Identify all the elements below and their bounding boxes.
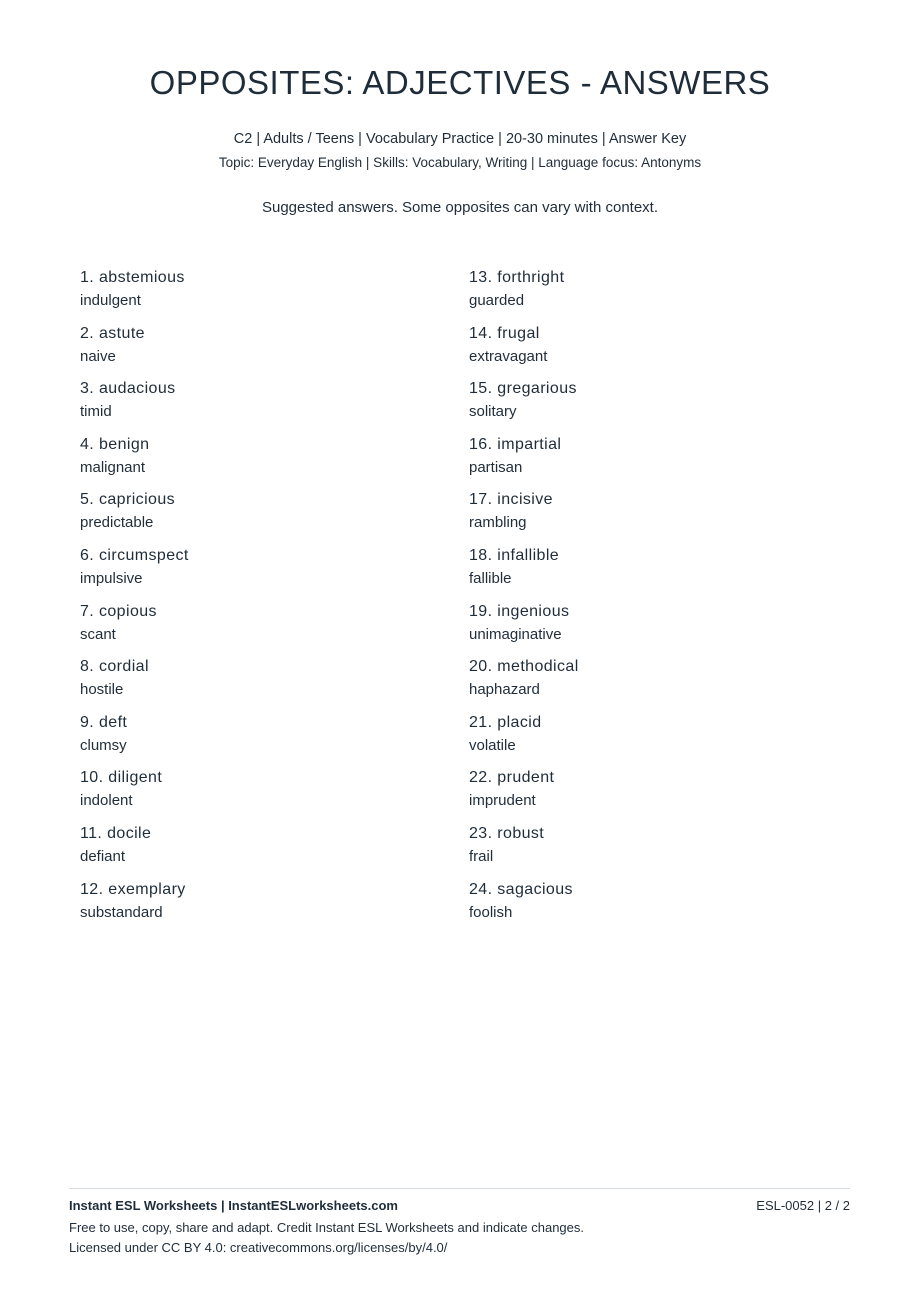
answer-item <box>80 324 460 380</box>
answer-item <box>469 324 849 380</box>
answer-word: 18. infallible <box>469 546 560 564</box>
answer-word: 10. diligent <box>80 769 163 787</box>
answer-word: 15. gregarious <box>469 380 577 398</box>
answer-word: 14. frugal <box>469 324 540 342</box>
answer-word: 1. abstemious <box>80 269 185 286</box>
answer-opposite: frail <box>469 847 494 865</box>
answer-item <box>80 268 460 324</box>
answer-word: 6. circumspect <box>80 546 189 564</box>
answer-opposite: indolent <box>80 792 133 810</box>
answer-opposite: rambling <box>469 514 527 532</box>
answer-opposite: partisan <box>469 458 523 476</box>
answer-item <box>80 546 460 602</box>
answer-word: 11. docile <box>80 824 152 842</box>
answer-word: 19. ingenious <box>469 602 570 620</box>
answer-opposite: defiant <box>80 847 126 865</box>
answer-opposite: haphazard <box>469 681 540 699</box>
answer-word: 2. astute <box>80 324 145 342</box>
answer-opposite: naive <box>80 347 116 365</box>
answer-item <box>469 880 849 936</box>
answer-word: 21. placid <box>469 713 542 731</box>
answer-item <box>80 602 460 658</box>
answer-opposite: timid <box>80 403 112 421</box>
answer-word: 7. copious <box>80 602 157 620</box>
answer-opposite: hostile <box>80 681 124 699</box>
answer-opposite: guarded <box>469 292 525 309</box>
answer-opposite: volatile <box>469 736 516 754</box>
answer-opposite: unimaginative <box>469 625 562 643</box>
answer-item <box>80 657 460 713</box>
answers-column-left <box>80 268 460 935</box>
page-title: OPPOSITES: ADJECTIVES - ANSWERS <box>149 64 771 101</box>
answer-item <box>469 490 849 546</box>
answer-word: 8. cordial <box>80 658 149 676</box>
answer-item <box>469 713 849 769</box>
answer-opposite: extravagant <box>469 347 548 365</box>
answer-item <box>469 268 849 324</box>
worksheet-meta-info: C2 | Adults / Teens | Vocabulary Practice | 20-30 minutes | Answer Key <box>233 131 687 147</box>
intro-note: Suggested answers. Some opposites can vary with context. <box>261 199 659 216</box>
answer-item <box>80 379 460 435</box>
answer-item <box>80 768 460 824</box>
answer-opposite: scant <box>80 625 116 643</box>
footer-divider <box>69 1188 850 1189</box>
worksheet-topic-info: Topic: Everyday English | Skills: Vocabulary, Writing | Language focus: Antonyms <box>218 155 702 170</box>
answer-item <box>80 824 460 880</box>
answer-word: 3. audacious <box>80 380 176 398</box>
answer-item <box>80 713 460 769</box>
answer-opposite: imprudent <box>469 792 536 810</box>
answer-opposite: substandard <box>80 903 163 921</box>
answer-item <box>469 602 849 658</box>
answer-item <box>469 435 849 491</box>
answer-opposite: clumsy <box>80 736 127 754</box>
answer-opposite: impulsive <box>80 569 143 587</box>
footer-page-code: ESL-0052 | 2 / 2 <box>756 1198 850 1213</box>
footer-license-note: Licensed under CC BY 4.0: creativecommons.org/licenses/by/4.0/ <box>69 1240 448 1255</box>
answer-word: 24. sagacious <box>469 880 573 898</box>
answers-column-right <box>469 268 849 935</box>
answer-item <box>469 824 849 880</box>
answer-word: 17. incisive <box>469 491 553 509</box>
answer-item <box>80 490 460 546</box>
answer-item <box>80 880 460 936</box>
footer-brand: Instant ESL Worksheets | InstantESLworksheets.com <box>69 1198 398 1213</box>
answer-word: 12. exemplary <box>80 880 186 898</box>
answer-item <box>469 546 849 602</box>
answer-item <box>80 435 460 491</box>
answer-opposite: fallible <box>469 569 512 587</box>
answer-word: 20. methodical <box>469 658 579 676</box>
answer-opposite: indulgent <box>80 292 141 309</box>
answer-word: 22. prudent <box>469 769 555 787</box>
footer-usage-note: Free to use, copy, share and adapt. Credit Instant ESL Worksheets and indicate changes. <box>69 1220 585 1235</box>
answer-opposite: malignant <box>80 458 146 476</box>
answer-item <box>469 768 849 824</box>
answer-word: 23. robust <box>469 824 545 842</box>
answer-item <box>469 657 849 713</box>
answer-word: 4. benign <box>80 435 150 453</box>
answer-word: 13. forthright <box>469 269 565 286</box>
answer-word: 16. impartial <box>469 435 562 453</box>
answer-opposite: solitary <box>469 403 517 421</box>
answer-word: 5. capricious <box>80 491 176 509</box>
answer-opposite: predictable <box>80 514 154 532</box>
answer-item <box>469 379 849 435</box>
answer-opposite: foolish <box>469 903 513 921</box>
answer-word: 9. deft <box>80 713 128 731</box>
